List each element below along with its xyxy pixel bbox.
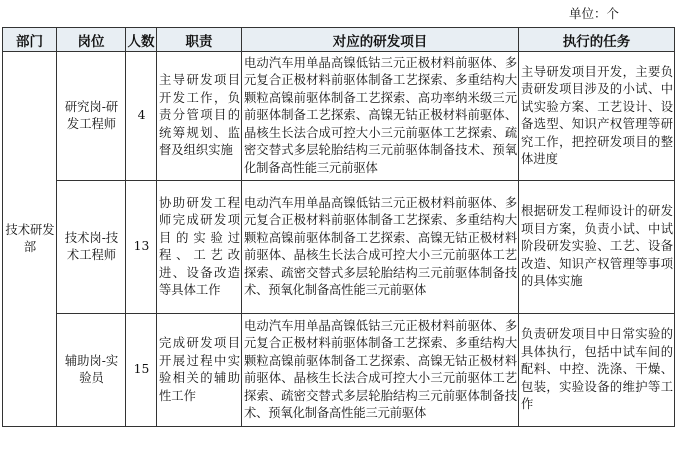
- duty-cell: 主导研发项目开发工作，负责分管项目的统筹规划、监督及组织实施: [157, 52, 242, 181]
- count-cell: 13: [126, 181, 157, 314]
- projects-cell: 电动汽车用单晶高镍低钴三元正极材料前驱体、多元复合正极材料前驱体制备工艺探索、多重结构大颗粒高镍前驱体制备工艺探索、高镍无钴正极材料前驱体、晶核生长法合成可控大小三元前驱体工艺探索、疏密交替式多层轮胎结构三元前驱体制备技术、预氧化制备高性能三元前驱体: [242, 181, 519, 314]
- header-tasks: 执行的任务: [519, 28, 675, 52]
- rd-staff-table: [2, 27, 675, 427]
- table-row: [3, 52, 675, 181]
- table-row: [3, 314, 675, 427]
- projects-cell: 电动汽车用单晶高镍低钴三元正极材料前驱体、多元复合正极材料前驱体制备工艺探索、多重结构大颗粒高镍前驱体制备工艺探索、高镍无钴正极材料前驱体、晶核生长法合成可控大小三元前驱体工艺探索、疏密交替式多层轮胎结构三元前驱体制备技术、预氧化制备高性能三元前驱体: [242, 314, 519, 427]
- header-duty: 职责: [157, 28, 242, 52]
- table-row: [3, 181, 675, 314]
- header-projects: 对应的研发项目: [242, 28, 519, 52]
- header-count: 人数: [126, 28, 157, 52]
- projects-cell: 电动汽车用单晶高镍低钴三元正极材料前驱体、多元复合正极材料前驱体制备工艺探索、多重结构大颗粒高镍前驱体制备工艺探索、高功率纳米级三元前驱体制备工艺探索、高镍无钴正极材料前驱体、晶核生长法合成可控大小三元前驱体工艺探索、疏密交替式多层轮胎结构三元前驱体制备技术、预氧化制备高性能三元前驱体: [242, 52, 519, 181]
- tasks-cell: 负责研发项目中日常实验的具体执行，包括中试车间的配料、中控、洗涤、干燥、包装，实验设备的维护等工作: [519, 314, 675, 427]
- position-cell: 技术岗-技术工程师: [57, 181, 126, 314]
- duty-cell: 完成研发项目开展过程中实验相关的辅助性工作: [157, 314, 242, 427]
- count-cell: 15: [126, 314, 157, 427]
- table-header-row: [3, 28, 675, 52]
- department-cell: 技术研发部: [3, 52, 57, 427]
- header-position: 岗位: [57, 28, 126, 52]
- position-cell: 研究岗-研发工程师: [57, 52, 126, 181]
- count-cell: 4: [126, 52, 157, 181]
- header-department: 部门: [3, 28, 57, 52]
- unit-label: 单位：个: [568, 6, 619, 21]
- position-cell: 辅助岗-实验员: [57, 314, 126, 427]
- tasks-cell: 根据研发工程师设计的研发项目方案，负责小试、中试阶段研发实验、工艺、设备改造、知识产权管理等事项的具体实施: [519, 181, 675, 314]
- duty-cell: 协助研发工程师完成研发项目的实验过程、工艺改进、设备改造等具体工作: [157, 181, 242, 314]
- tasks-cell: 主导研发项目开发，主要负责研发项目涉及的小试、中试实验方案、工艺设计、设备选型、知识产权管理等研究工作，把控研发项目的整体进度: [519, 52, 675, 181]
